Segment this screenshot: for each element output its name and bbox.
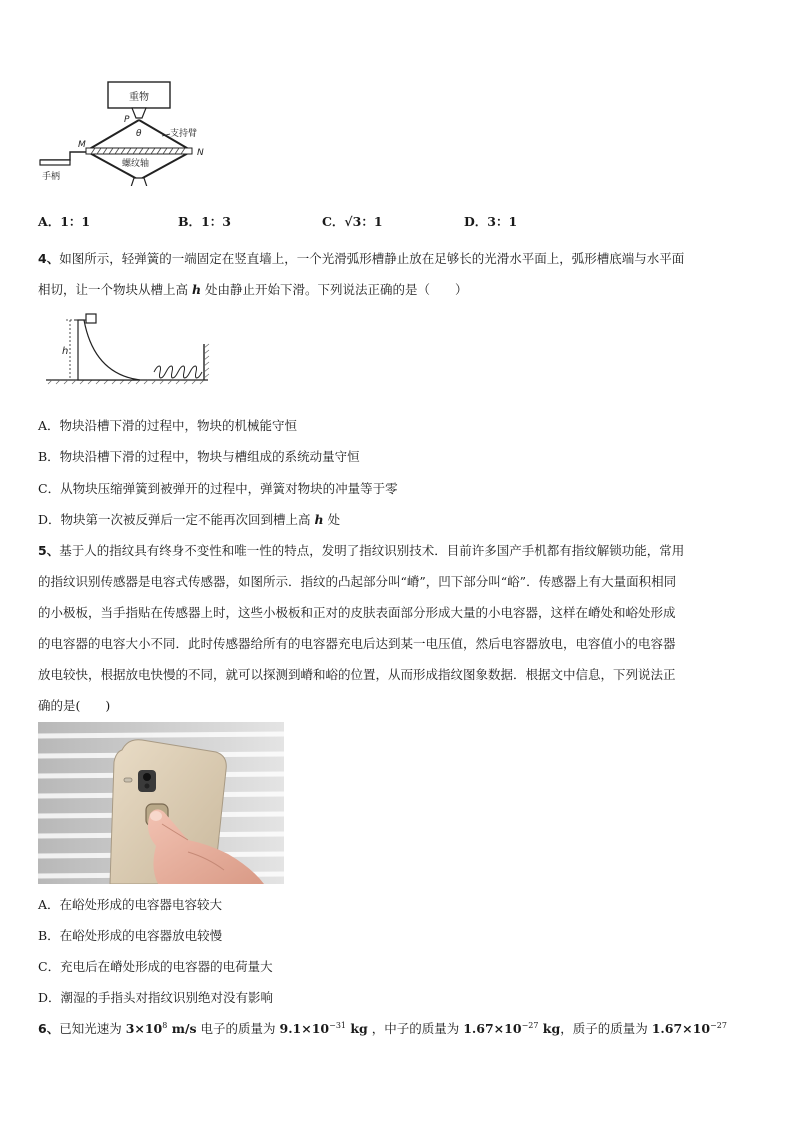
label-n: N [197, 148, 204, 158]
screw-axis [86, 148, 192, 154]
label-theta: θ [136, 129, 142, 139]
q4-stem-line2: 相切，让一个物块从槽上高 h 处由静止开始下滑。下列说法正确的是（ ） [38, 282, 468, 297]
q3-option-b: B．1：3 [177, 214, 231, 229]
q3-option-c: C．√3：1 [321, 214, 383, 229]
jack-figure [36, 78, 226, 186]
q4-option-d: D．物块第一次被反弹后一定不能再次回到槽上高 h 处 [38, 512, 341, 527]
bottom-cap [130, 178, 148, 186]
q4-stem-line1: 4、如图所示，轻弹簧的一端固定在竖直墙上，一个光滑弧形槽静止放在足够长的光滑水平面上，弧形槽底端与水平面 [38, 251, 685, 266]
q5-option-c: C．充电后在嵴处形成的电容器的电荷量大 [38, 959, 273, 974]
q5-stem-line4: 的电容器的电容大小不同．此时传感器给所有的电容器充电后达到某一电压值，然后电容器放电，电容值小的电容器 [38, 636, 676, 651]
q4-option-b: B．物块沿槽下滑的过程中，物块与槽组成的系统动量守恒 [38, 449, 360, 464]
q5-option-a: A．在峪处形成的电容器电容较大 [38, 897, 223, 912]
q5-stem-line5: 放电较快，根据放电快慢的不同，就可以探测到嵴和峪的位置，从而形成指纹图象数据．根据文中信息，下列说法正 [38, 667, 676, 682]
label-handle: 手柄 [42, 172, 61, 182]
top-cap [132, 108, 146, 118]
label-screw: 螺纹轴 [122, 159, 150, 169]
label-m: M [78, 140, 86, 150]
q4-option-a: A．物块沿槽下滑的过程中，物块的机械能守恒 [38, 418, 298, 433]
label-p: P [124, 115, 130, 125]
q3-option-d: D．3：1 [463, 214, 518, 229]
q5-stem-line1: 5、基于人的指纹具有终身不变性和唯一性的特点，发明了指纹识别技术．目前许多国产手机都有指纹解锁功能，常用 [38, 543, 685, 558]
label-arm: 支持臂 [170, 129, 198, 139]
q5-option-b: B．在峪处形成的电容器放电较慢 [38, 928, 223, 943]
q3-options [38, 212, 517, 230]
slope-spring-figure [44, 312, 214, 390]
spring [154, 366, 202, 378]
q5-stem-line6: 确的是( ) [38, 698, 111, 713]
handle [40, 152, 86, 160]
q5-stem-line3: 的小极板，当手指贴在传感器上时，这些小极板和正对的皮肤表面部分形成大量的小电容器，这样在嵴处和峪处形成 [38, 605, 676, 620]
fingerprint-phone-photo [38, 722, 284, 884]
q5-stem-line2: 的指纹识别传感器是电容式传感器，如图所示．指纹的凸起部分叫“嵴”，凹下部分叫“峪”．传感器上有大量面积相同 [38, 574, 677, 589]
arc-groove [78, 320, 140, 380]
q6-stem-line1: 6、已知光速为 $3\times 10^8$ m/s 电子的质量为 $9.1\times 10^{-31}$ kg ，中子的质量为 $1.67\times 10^{-27}$ kg，质子的质量为 $1.67\times 10^{-27}$ [38, 1020, 727, 1036]
label-h: h [62, 346, 69, 357]
q3-option-a: A．1：1 [38, 214, 91, 229]
small-block [86, 314, 96, 323]
q4-option-c: C．从物块压缩弹簧到被弹开的过程中，弹簧对物块的冲量等于零 [38, 481, 398, 496]
q5-option-d: D．潮湿的手指头对指纹识别绝对没有影响 [38, 990, 274, 1005]
weight-label: 重物 [129, 92, 149, 103]
